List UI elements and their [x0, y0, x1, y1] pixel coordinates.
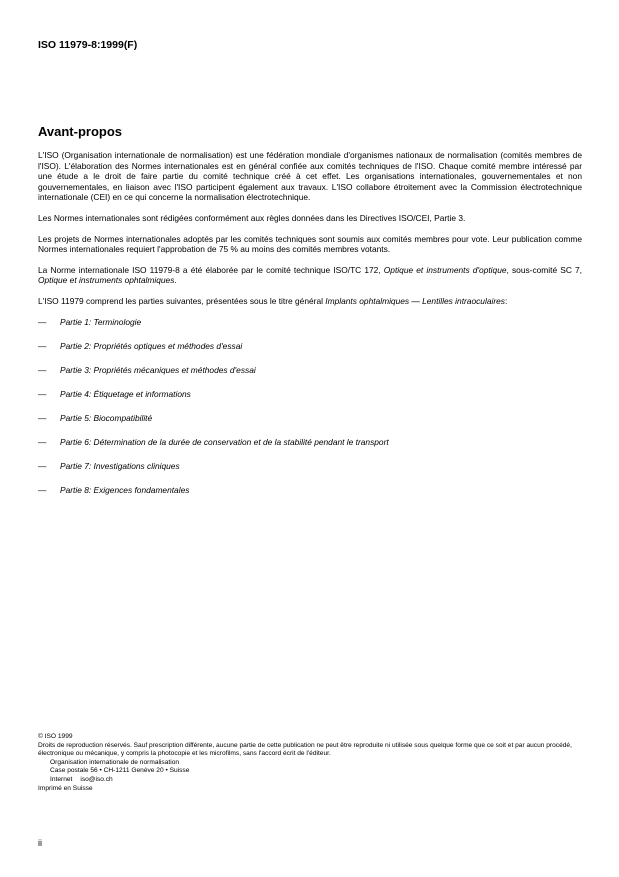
copyright-line: © ISO 1999: [38, 733, 73, 740]
paragraph-iso-intro: L'ISO (Organisation internationale de normalisation) est une fédération mondiale d'organismes nationaux de normalisation (comités membres de l'ISO). L'élaboration des Normes internationales est en général confiée aux comités techniques de l'ISO. Chaque comité membre intéressé par une étude a le droit de faire partie du comité technique créé à cet effet. Les organisations internationales, gouvernementales et non gouvernementales, en liaison avec l'ISO participent également aux travaux. L'ISO collabore étroitement avec la Commission électrotechnique internationale (CEI) en ce qui concerne la normalisation électrotechnique.: [38, 150, 582, 203]
dash: —: [38, 484, 47, 495]
part-label: Partie 8: Exigences fondamentales: [60, 484, 190, 495]
list-item: [38, 341, 582, 365]
paragraph-parts-intro: [38, 296, 582, 307]
part-label: Partie 2: Propriétés optiques et méthodes d'essai: [60, 340, 243, 351]
part-label: Partie 1: Terminologie: [60, 316, 142, 327]
email-link[interactable]: iso@iso.ch: [80, 775, 113, 783]
list-item: [38, 365, 582, 389]
list-item: [38, 485, 582, 509]
dash: —: [38, 364, 47, 375]
committee-name: Optique et instruments d'optique: [383, 264, 507, 275]
page-number: ii: [38, 838, 42, 848]
rights-notice: Droits de reproduction réservés. Sauf prescription différente, aucune partie de cette publication ne peut être reproduite ni utilisée sous quelque forme que ce soit et par aucun procédé, électronique ou mécanique, y compris la photocopie et les microfilms, sans l'accord écrit de l'éditeur.: [38, 741, 572, 758]
part-label: Partie 3: Propriétés mécaniques et méthodes d'essai: [60, 364, 256, 375]
dash: —: [38, 340, 47, 351]
paragraph-committee: [38, 265, 582, 286]
org-address: Case postale 56 • CH-1211 Genève 20 • Suisse: [50, 767, 190, 775]
paragraph-directives: Les Normes internationales sont rédigées conformément aux règles données dans les Directives ISO/CEI, Partie 3.: [38, 212, 466, 223]
copyright-footer: [38, 733, 583, 793]
committee-middle: , sous-comité SC 7,: [506, 264, 583, 275]
dash: —: [38, 412, 47, 423]
subcommittee-name: Optique et instruments ophtalmiques: [38, 275, 175, 286]
part-label: Partie 4: Étiquetage et informations: [60, 388, 191, 399]
parts-intro-suffix: :: [504, 295, 508, 306]
parts-list: [38, 317, 582, 509]
list-item: [38, 437, 582, 461]
part-label: Partie 6: Détermination de la durée de conservation et de la stabilité pendant le transport: [60, 436, 389, 447]
general-title: Implants ophtalmiques — Lentilles intraoculaires: [325, 295, 505, 306]
paragraph-voting: Les projets de Normes internationales adoptés par les comités techniques sont soumis aux comités membres pour vote. Leur publication comme Normes internationales requiert l'approbation de 75 % au moins des comités membres votants.: [38, 233, 582, 255]
dash: —: [38, 460, 47, 471]
printed-in: Imprimé en Suisse: [38, 784, 93, 792]
org-internet: [38, 776, 583, 785]
committee-prefix: La Norme internationale ISO 11979-8 a été élaborée par le comité technique ISO/TC 172,: [38, 264, 384, 275]
dash: —: [38, 388, 47, 399]
list-item: [38, 413, 582, 437]
foreword-body: [38, 150, 582, 509]
dash: —: [38, 436, 47, 447]
internet-label: Internet: [50, 775, 73, 783]
list-item: [38, 461, 582, 485]
list-item: [38, 389, 582, 413]
list-item: [38, 317, 582, 341]
org-name: Organisation internationale de normalisation: [50, 758, 180, 766]
parts-intro-prefix: L'ISO 11979 comprend les parties suivantes, présentées sous le titre général: [38, 295, 326, 306]
document-header: ISO 11979-8:1999(F): [38, 39, 138, 51]
dash: —: [38, 316, 47, 327]
part-label: Partie 7: Investigations cliniques: [60, 460, 180, 471]
part-label: Partie 5: Biocompatibilité: [60, 412, 153, 423]
section-title: Avant-propos: [38, 124, 123, 139]
committee-suffix: .: [174, 275, 177, 286]
